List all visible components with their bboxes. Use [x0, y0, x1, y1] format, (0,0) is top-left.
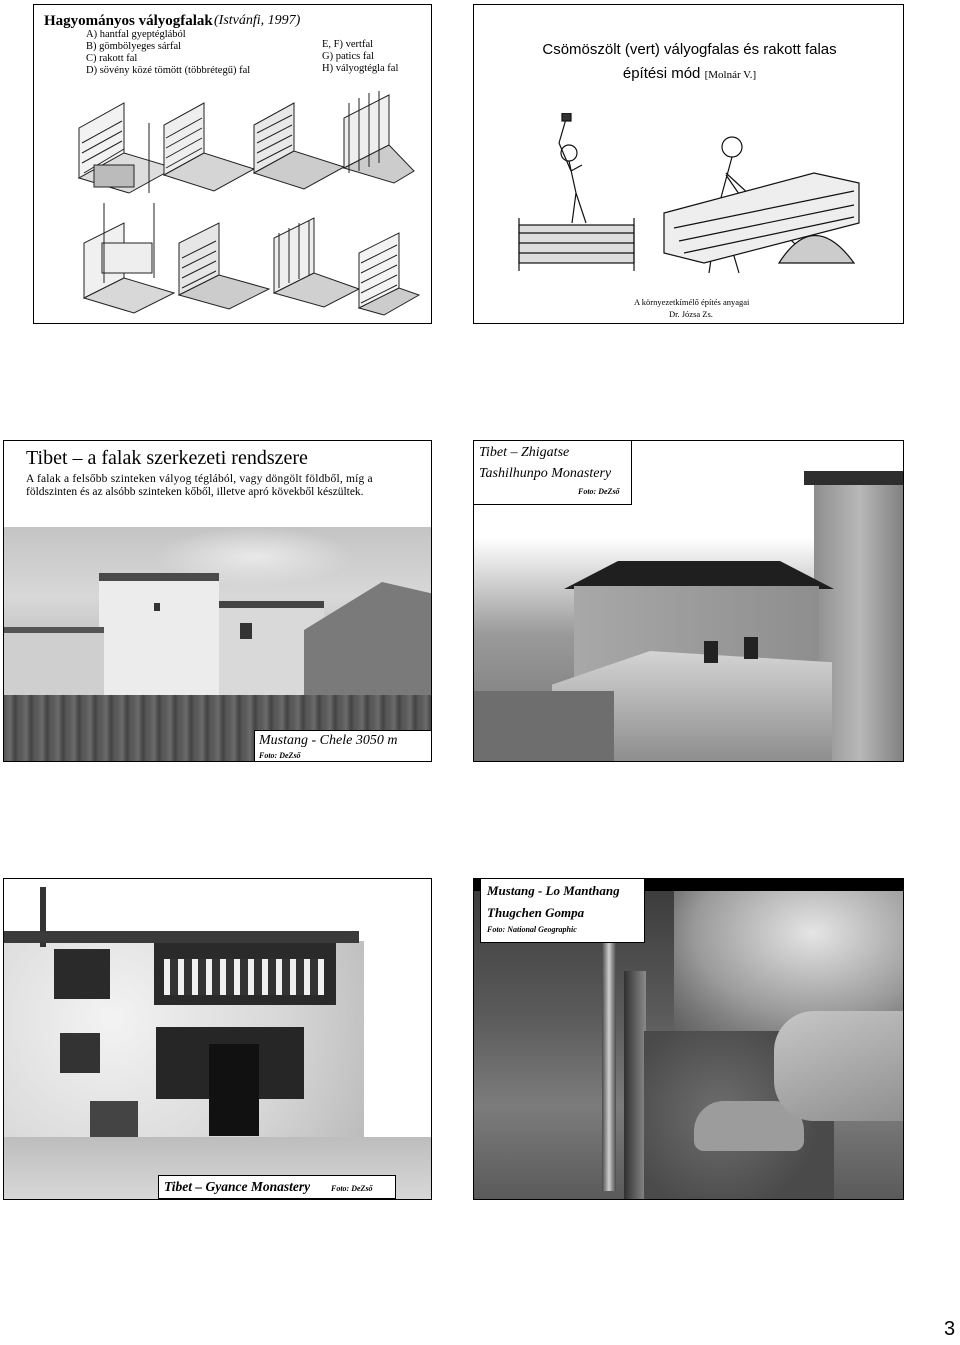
slide3-photo-credit: Foto: DeZső [259, 751, 301, 760]
slide4-caption-box [474, 441, 632, 505]
wall-sketch-h [359, 233, 419, 315]
slide2-credit-line1: A környezetkímélő építés anyagai [634, 297, 750, 307]
list-item: E, F) vertfal [322, 39, 374, 50]
photo-building-main [99, 573, 219, 711]
slide1-list-right [322, 39, 398, 75]
list-item: A) hantfal gyeptéglából [86, 29, 186, 40]
slide3-title: Tibet – a falak szerkezeti rendszere [26, 447, 308, 469]
photo-window-2 [240, 623, 252, 639]
slide3-caption: Mustang - Chele 3050 m [259, 733, 398, 748]
list-item: D) sövény közé tömött (többrétegű) fal [86, 65, 251, 76]
wall-construction-sketches [54, 83, 424, 319]
photo-door [209, 1044, 259, 1136]
list-item: G) patics fal [322, 51, 374, 62]
photo-pagoda-roof [564, 549, 834, 589]
slide3-body-line2: földszinten és az alsóbb szinteken kőből, illetve apró kövekből készültek. [26, 486, 364, 498]
wall-sketch-e [84, 203, 174, 313]
slide2-title-ref: [Molnár V.] [704, 69, 757, 81]
workers-ramming-sketch [514, 113, 874, 283]
photo-left-wall [474, 691, 614, 762]
photo-hill [304, 582, 431, 702]
slide2-credit-line2: Dr. Józsa Zs. [669, 309, 713, 319]
photo-roof-edge [4, 931, 359, 943]
photo-wooden-pole [602, 911, 616, 1191]
slide-traditional-adobe-walls [33, 4, 432, 324]
slide4-caption-line2: Tashilhunpo Monastery [479, 466, 612, 481]
photo-window [704, 641, 718, 663]
slide1-author: (Istvánfi, 1997) [214, 13, 301, 28]
wall-sketch-g [274, 218, 359, 307]
slide4-photo-credit: Foto: DeZső [578, 487, 620, 496]
slide6-caption-line1: Mustang - Lo Manthang [487, 883, 620, 898]
photo-window-1 [154, 603, 160, 611]
slide6-photo-credit: Foto: National Geographic [487, 925, 577, 934]
slide6-caption-box [480, 879, 645, 943]
slide5-caption: Tibet – Gyance Monastery [164, 1179, 311, 1194]
photo-upper-windows [164, 959, 324, 995]
list-item: B) gömbölyeges sárfal [86, 41, 182, 52]
wall-sketch-d [344, 91, 414, 183]
gyance-monastery-photo [4, 879, 431, 1199]
slide2-title-line1: Csömöszölt (vert) vályogfalas és rakott falas [542, 41, 837, 58]
rammed-formwork [519, 218, 634, 271]
photo-tower-roof [804, 471, 904, 485]
photo-wall-left [4, 627, 104, 703]
slide4-caption-line1: Tibet – Zhigatse [479, 445, 570, 460]
photo-window-left-lower [60, 1033, 100, 1073]
mustang-chele-photo [4, 527, 431, 761]
photo-window-left [54, 949, 110, 999]
slide2-title-line2 [474, 65, 904, 82]
slide1-title: Hagyományos vályogfalak [44, 13, 213, 29]
photo-window [744, 637, 758, 659]
list-item: H) vályogtégla fal [322, 63, 399, 74]
wall-sketch-a [79, 103, 174, 193]
wall-sketch-c [254, 103, 344, 189]
photo-light-area [674, 891, 904, 1031]
slide6-caption-line2: Thugchen Gompa [487, 905, 585, 920]
slide-lo-manthang [473, 878, 904, 1200]
wall-sketch-b [149, 103, 254, 193]
slide-gyance-monastery [3, 878, 432, 1200]
slide3-body-line1: A falak a felsőbb szinteken vályog téglából, vagy döngölt földből, míg a [26, 473, 373, 485]
photo-arm [774, 1011, 904, 1121]
list-item: C) rakott fal [86, 53, 138, 64]
wall-sketch-f [179, 223, 269, 309]
slide3-caption-box [254, 730, 432, 762]
slide5-caption-box [158, 1175, 396, 1199]
slide2-title-text: építési mód [622, 65, 701, 82]
slide-rammed-earth-construction [473, 4, 904, 324]
slide5-photo-credit: Foto: DeZső [331, 1184, 373, 1193]
page-number: 3 [944, 1318, 956, 1340]
worker-ramming [559, 113, 586, 223]
slide1-list-left [86, 29, 250, 77]
slide-tashilhunpo-monastery [473, 440, 904, 762]
slide-tibet-wall-structure [3, 440, 432, 762]
photo-formwork-plank [624, 971, 646, 1199]
